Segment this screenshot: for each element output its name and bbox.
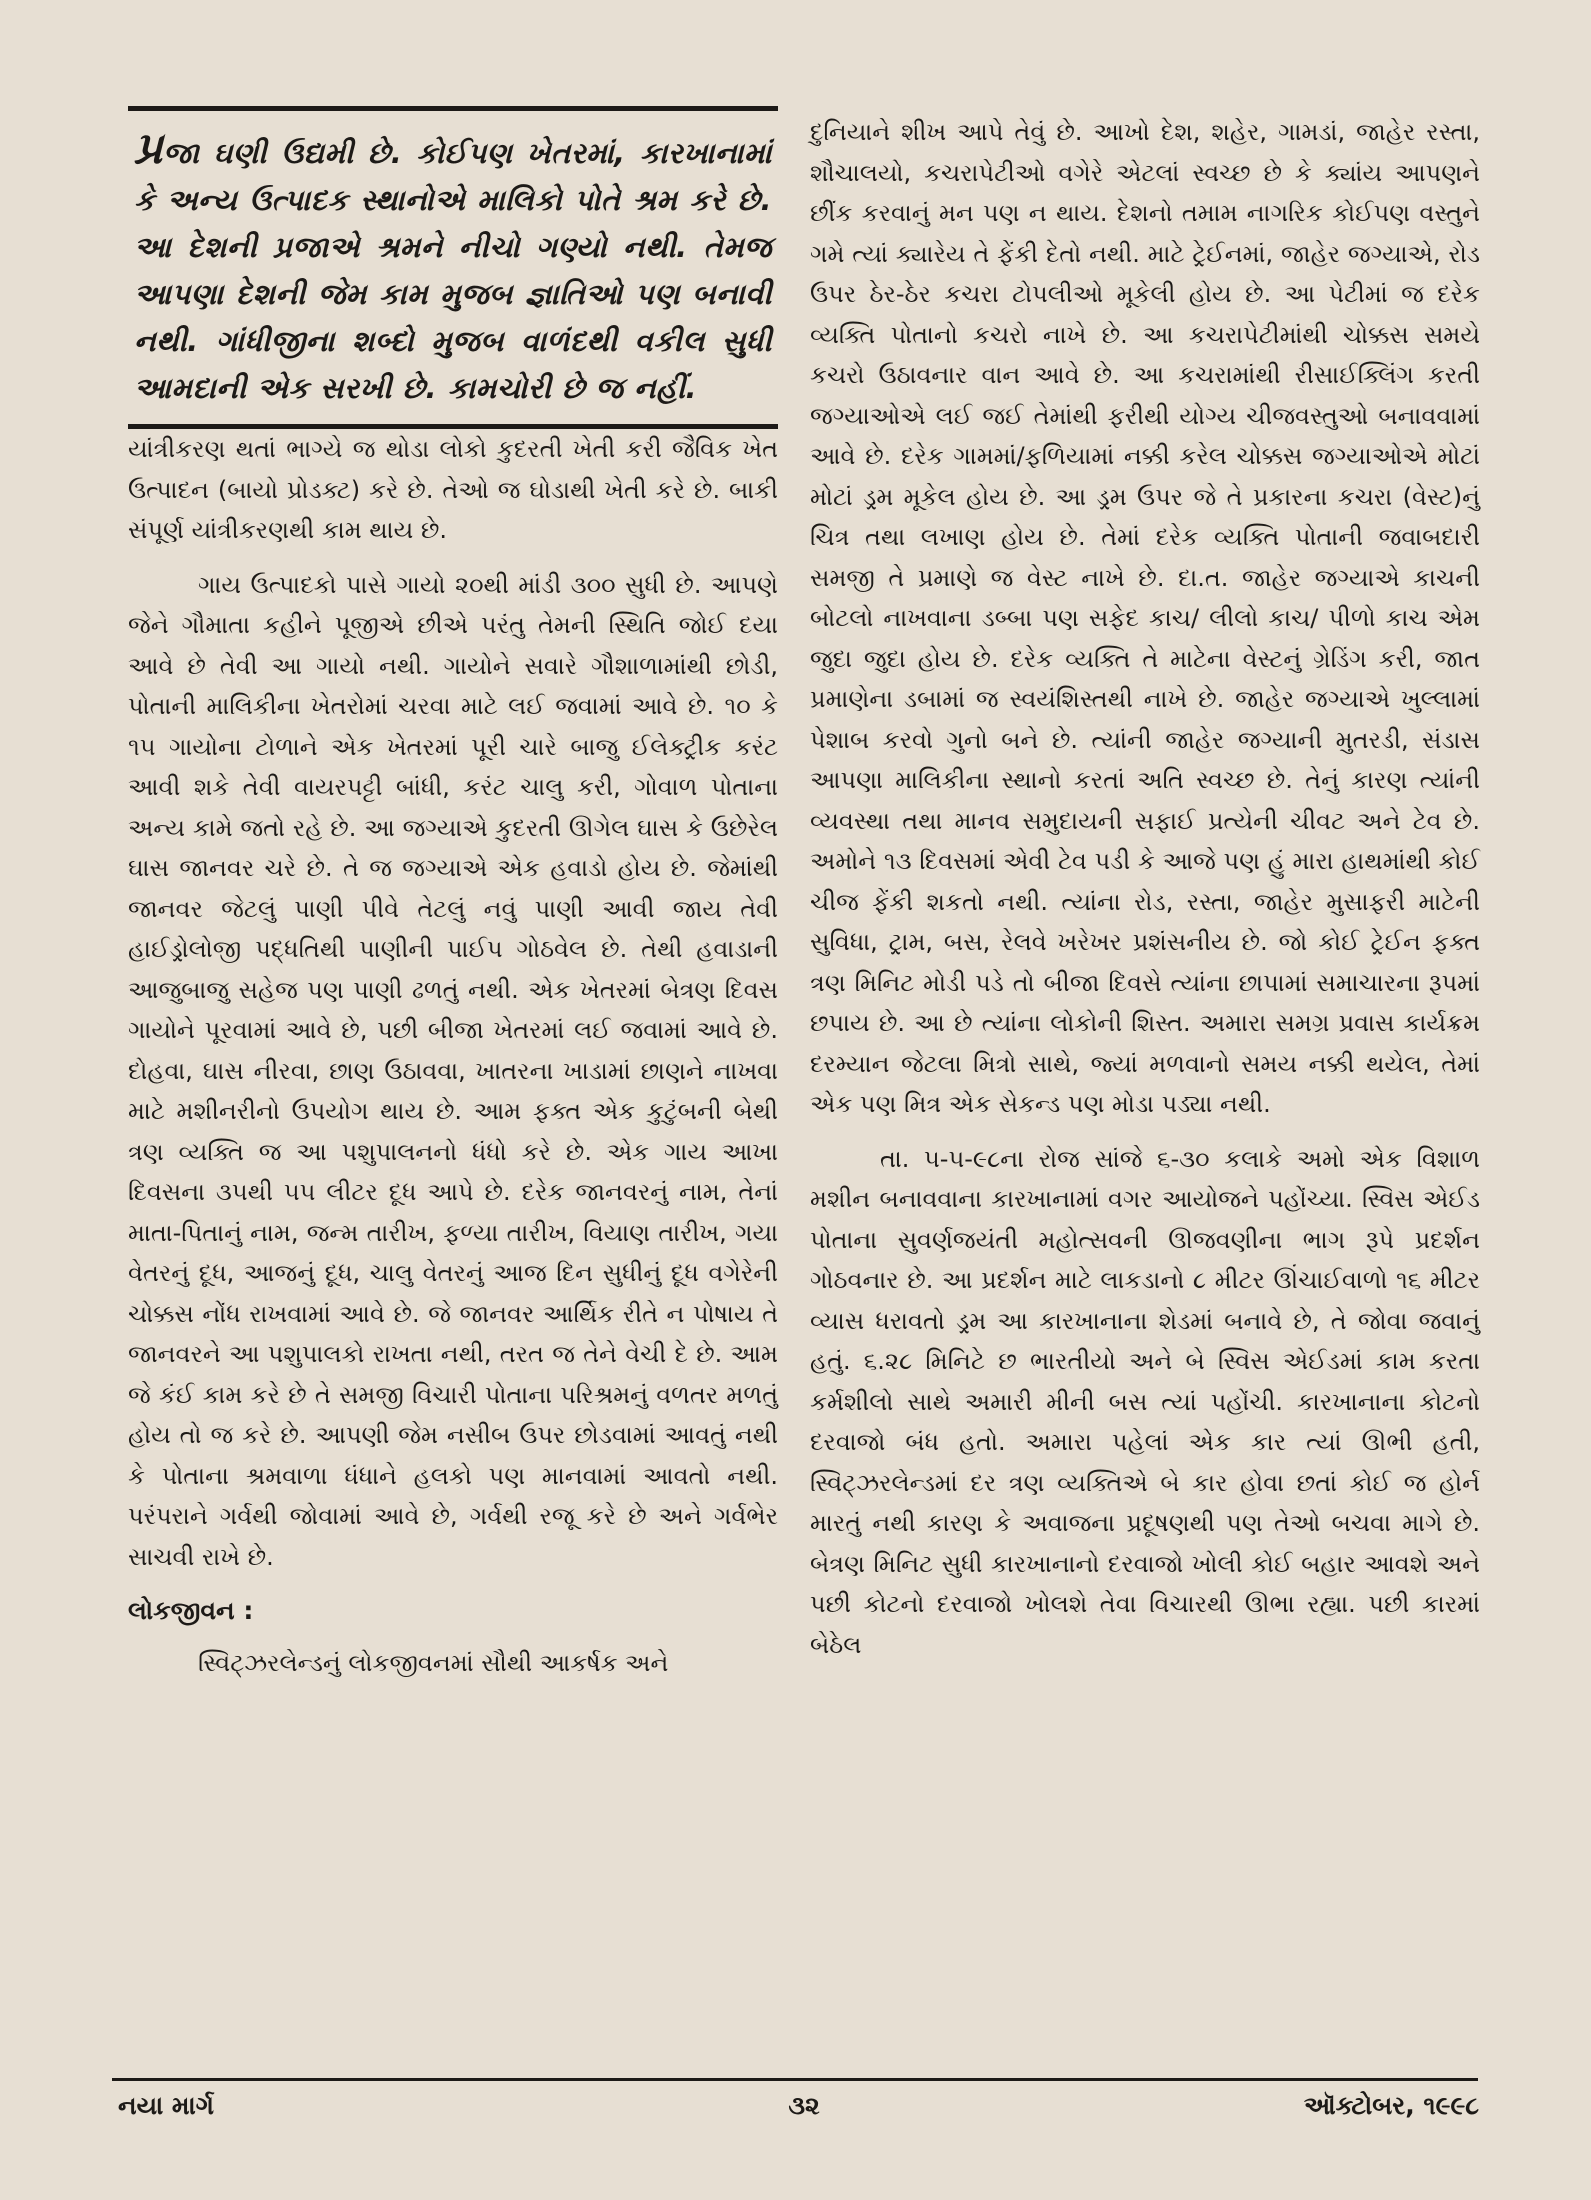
pull-quote-dropcap: પ્ર	[134, 123, 164, 174]
footer-magazine-name: નયા માર્ગ	[118, 2091, 214, 2120]
section-heading-lokjivan: લોકજીવન :	[128, 1596, 254, 1625]
right-column-body	[810, 112, 1480, 1665]
right-paragraph-2: તા. ૫-૫-૯૮ના રોજ સાંજે ૬-૩૦ કલાકે અમો એક વિશાળ મશીન બનાવવાના કારખાનામાં વગર આયોજને પહોંચ્યા. સ્વિસ એઈડ પોતાના સુવર્ણજયંતી મહોત્સવની ઊજવણીના ભાગ રૂપે પ્રદર્શન ગોઠવનાર છે. આ પ્રદર્શન માટે લાકડાનો ૮ મીટર ઊંચાઈવાળો ૧૬ મીટર વ્યાસ ધરાવતો ડ્રમ આ કારખાનાના શેડમાં બનાવે છે, તે જોવા જવાનું હતું. ૬.૨૮ મિનિટે છ ભારતીયો અને બે સ્વિસ એઈડમાં કામ કરતા કર્મશીલો સાથે અમારી મીની બસ ત્યાં પહોંચી. કારખાનાના કોટનો દરવાજો બંધ હતો. અમારા પહેલાં એક કાર ત્યાં ઊભી હતી, સ્વિટ્ઝરલેન્ડમાં દર ત્રણ વ્યક્તિએ બે કાર હોવા છતાં કોઈ જ હોર્ન મારતું નથી કારણ કે અવાજના પ્રદૂષણથી પણ તેઓ બચવા માગે છે. બેત્રણ મિનિટ સુધી કારખાનાનો દરવાજો ખોલી કોઈ બહાર આવશે અને પછી કોટનો દરવાજો ખોલશે તેવા વિચારથી ઊભા રહ્યા. પછી કારમાં બેઠેલ	[810, 1144, 1480, 1659]
pull-quote-text: જા ઘણી ઉદ્યમી છે. કોઈપણ ખેતરમાં, કારખાનામાં કે અન્ય ઉત્પાદક સ્થાનોએ માલિકો પોતે શ્રમ કરે છે. આ દેશની પ્રજાએ શ્રમને નીચો ગણ્યો નથી. તેમજ આપણા દેશની જેમ કામ મુજબ જ્ઞાતિઓ પણ બનાવી નથી. ગાંધીજીના શબ્દો મુજબ વાળંદથી વકીલ સુધી આમદાની એક સરખી છે. કામચોરી છે જ નહીં.	[134, 136, 772, 405]
left-paragraph-3: સ્વિટ્ઝરલેન્ડનું લોકજીવનમાં સૌથી આકર્ષક અને	[198, 1649, 669, 1677]
right-column	[810, 112, 1480, 1665]
left-paragraph-2: ગાય ઉત્પાદકો પાસે ગાયો ૨૦થી માંડી ૩૦૦ સુધી છે. આપણે જેને ગૌમાતા કહીને પૂજીએ છીએ પરંતુ તેમની સ્થિતિ જોઈ દયા આવે છે તેવી આ ગાયો નથી. ગાયોને સવારે ગૌશાળામાંથી છોડી, પોતાની માલિકીના ખેતરોમાં ચરવા માટે લઈ જવામાં આવે છે. ૧૦ કે ૧૫ ગાયોના ટોળાને એક ખેતરમાં પૂરી ચારે બાજુ ઈલેક્ટ્રીક કરંટ આવી શકે તેવી વાયરપટ્ટી બાંધી, કરંટ ચાલુ કરી, ગોવાળ પોતાના અન્ય કામે જતો રહે છે. આ જગ્યાએ કુદરતી ઊગેલ ઘાસ કે ઉછેરેલ ઘાસ જાનવર ચરે છે. તે જ જગ્યાએ એક હવાડો હોય છે. જેમાંથી જાનવર જેટલું પાણી પીવે તેટલું નવું પાણી આવી જાય તેવી હાઈડ્રોલોજી પદ્ધતિથી પાણીની પાઈપ ગોઠવેલ છે. તેથી હવાડાની આજુબાજુ સહેજ પણ પાણી ઢળતું નથી. એક ખેતરમાં બેત્રણ દિવસ ગાયોને પૂરવામાં આવે છે, પછી બીજા ખેતરમાં લઈ જવામાં આવે છે. દોહવા, ઘાસ નીરવા, છાણ ઉઠાવવા, ખાતરના ખાડામાં છાણને નાખવા માટે મશીનરીનો ઉપયોગ થાય છે. આમ ફક્ત એક કુટુંબની બેથી ત્રણ વ્યક્તિ જ આ પશુપાલનનો ધંધો કરે છે. એક ગાય આખા દિવસના ૩૫થી ૫૫ લીટર દૂધ આપે છે. દરેક જાનવરનું નામ, તેનાં માતા-પિતાનું નામ, જન્મ તારીખ, ફળ્યા તારીખ, વિયાણ તારીખ, ગયા વેતરનું દૂધ, આજનું દૂધ, ચાલુ વેતરનું આજ દિન સુધીનું દૂધ વગેરેની ચોક્કસ નોંધ રાખવામાં આવે છે. જે જાનવર આર્થિક રીતે ન પોષાય તે જાનવરને આ પશુપાલકો રાખતા નથી, તરત જ તેને વેચી દે છે. આમ જે કંઈ કામ કરે છે તે સમજી વિચારી પોતાના પરિશ્રમનું વળતર મળતું હોય તો જ કરે છે. આપણી જેમ નસીબ ઉપર છોડવામાં આવતું નથી કે પોતાના શ્રમવાળા ધંધાને હલકો પણ માનવામાં આવતો નથી. પરંપરાને ગર્વથી જોવામાં આવે છે, ગર્વથી રજૂ કરે છે અને ગર્વભેર સાચવી રાખે છે.	[128, 570, 778, 1571]
footer-rule	[112, 2078, 1478, 2081]
pull-quote	[128, 111, 778, 424]
right-paragraph-1: દુનિયાને શીખ આપે તેવું છે. આખો દેશ, શહેર, ગામડાં, જાહેર રસ્તા, શૌચાલયો, કચરાપેટીઓ વગેરે એટલાં સ્વચ્છ છે કે ક્યાંય આપણને છીંક કરવાનું મન પણ ન થાય. દેશનો તમામ નાગરિક કોઈપણ વસ્તુને ગમે ત્યાં ક્યારેય તે ફેંકી દેતો નથી. માટે ટ્રેઈનમાં, જાહેર જગ્યાએ, રોડ ઉપર ઠેર-ઠેર કચરા ટોપલીઓ મૂકેલી હોય છે. આ પેટીમાં જ દરેક વ્યક્તિ પોતાનો કચરો નાખે છે. આ કચરાપેટીમાંથી ચોક્કસ સમયે કચરો ઉઠાવનાર વાન આવે છે. આ કચરામાંથી રીસાઈક્લિંગ કરતી જગ્યાઓએ લઈ જઈ તેમાંથી ફરીથી યોગ્ય ચીજવસ્તુઓ બનાવવામાં આવે છે. દરેક ગામમાં/ફળિયામાં નક્કી કરેલ ચોક્કસ જગ્યાઓએ મોટાં મોટાં ડ્રમ મૂકેલ હોય છે. આ ડ્રમ ઉપર જે તે પ્રકારના કચરા (વેસ્ટ)નું ચિત્ર તથા લખાણ હોય છે. તેમાં દરેક વ્યક્તિ પોતાની જવાબદારી સમજી તે પ્રમાણે જ વેસ્ટ નાખે છે. દા.ત. જાહેર જગ્યાએ કાચની બોટલો નાખવાના ડબ્બા પણ સફેદ કાચ/ લીલો કાચ/ પીળો કાચ એમ જુદા જુદા હોય છે. દરેક વ્યક્તિ તે માટેના વેસ્ટનું ગ્રેડિંગ કરી, જાત પ્રમાણેના ડબામાં જ સ્વયંશિસ્તથી નાખે છે. જાહેર જગ્યાએ ખુલ્લામાં પેશાબ કરવો ગુનો બને છે. ત્યાંની જાહેર જગ્યાની મુતરડી, સંડાસ આપણા માલિકીના સ્થાનો કરતાં અતિ સ્વચ્છ છે. તેનું કારણ ત્યાંની વ્યવસ્થા તથા માનવ સમુદાયની સફાઈ પ્રત્યેની ચીવટ અને ટેવ છે. અમોને ૧૩ દિવસમાં એવી ટેવ પડી કે આજે પણ હું મારા હાથમાંથી કોઈ ચીજ ફેંકી શકતો નથી. ત્યાંના રોડ, રસ્તા, જાહેર મુસાફરી માટેની સુવિધા, ટ્રામ, બસ, રેલવે ખરેખર પ્રશંસનીય છે. જો કોઈ ટ્રેઈન ફક્ત ત્રણ મિનિટ મોડી પડે તો બીજા દિવસે ત્યાંના છાપામાં સમાચારના રૂપમાં છપાય છે. આ છે ત્યાંના લોકોની શિસ્ત. અમારા સમગ્ર પ્રવાસ કાર્યક્રમ દરમ્યાન જેટલા મિત્રો સાથે, જ્યાં મળવાનો સમય નક્કી થયેલ, તેમાં એક પણ મિત્ર એક સેકન્ડ પણ મોડા પડ્યા નથી.	[810, 118, 1480, 1118]
footer-page-number: ૩૨	[788, 2091, 820, 2120]
left-paragraph-1: યાંત્રીકરણ થતાં ભાગ્યે જ થોડા લોકો કુદરતી ખેતી કરી જૈવિક ખેત ઉત્પાદન (બાયો પ્રોડક્ટ) કરે છે. તેઓ જ ઘોડાથી ખેતી કરે છે. બાકી સંપૂર્ણ યાંત્રીકરણથી કામ થાય છે.	[128, 435, 778, 544]
left-column-body	[128, 429, 778, 1684]
left-column	[128, 106, 778, 1684]
footer-issue-date: ઑક્ટોબર, ૧૯૯૮	[1303, 2091, 1479, 2120]
